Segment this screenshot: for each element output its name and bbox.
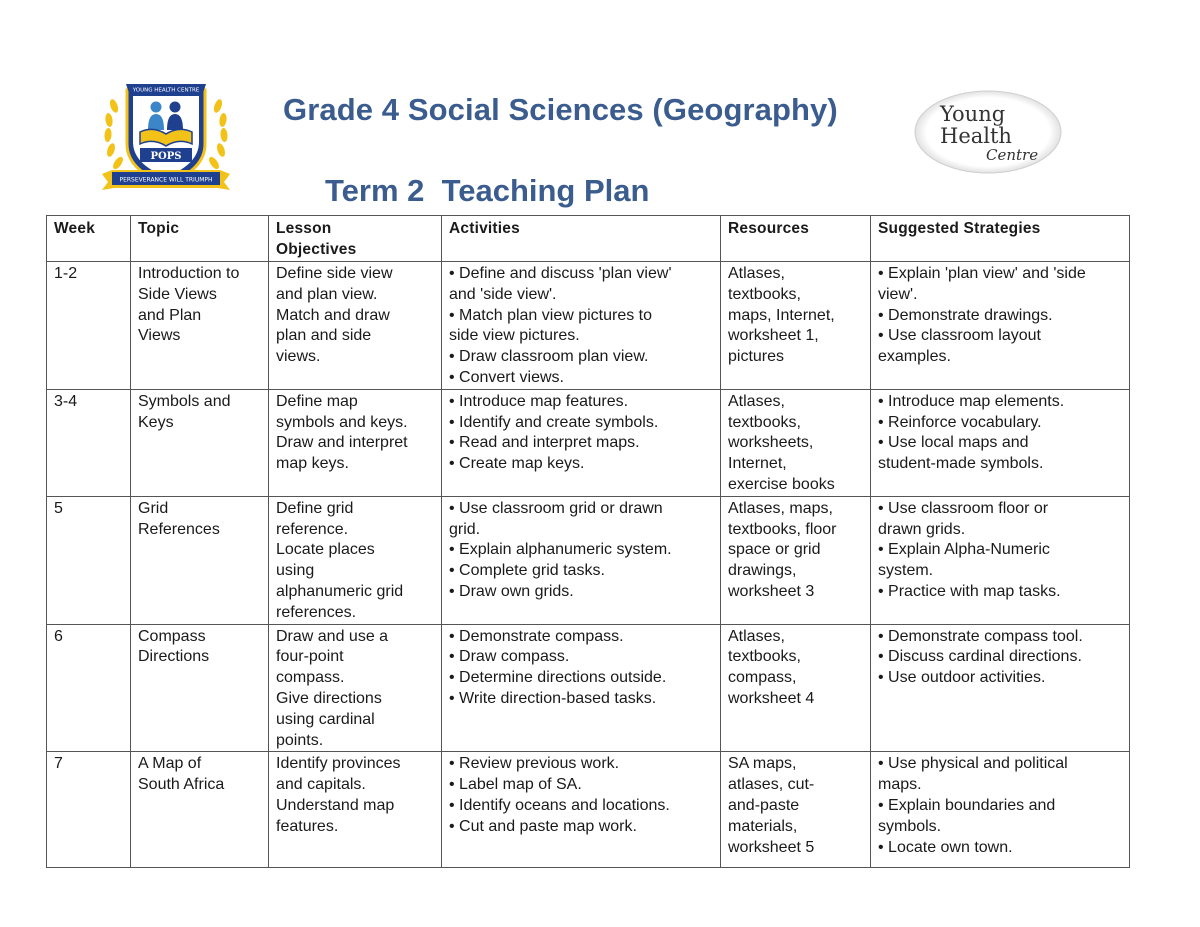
cell-line: atlases, cut- — [728, 776, 815, 794]
cell-line: • Discuss cardinal directions. — [878, 648, 1082, 666]
cell-line: Introduction to — [138, 265, 240, 282]
cell-line: Atlases, — [728, 265, 785, 282]
teaching-plan-table — [46, 215, 1130, 868]
cell-suggested-strategies — [871, 496, 1130, 624]
svg-text:PERSEVERANCE WILL TRIUMPH: PERSEVERANCE WILL TRIUMPH — [119, 176, 213, 184]
cell-line: examples. — [878, 348, 951, 366]
cell-line: • Read and interpret maps. — [449, 434, 640, 452]
cell-line: references. — [276, 603, 357, 621]
cell-line: South Africa — [138, 776, 225, 794]
cell-line: using — [276, 562, 315, 580]
cell-line: Define side view — [276, 265, 393, 282]
cell-line: Define map — [276, 392, 358, 410]
cell-lesson-objectives — [269, 496, 442, 624]
cell-line: • Reinforce vocabulary. — [878, 413, 1042, 431]
cell-resources — [721, 624, 871, 752]
cell-line: Symbols and — [138, 392, 231, 410]
cell-line: plan and side — [276, 327, 372, 345]
cell-line: Directions — [138, 648, 210, 666]
cell-topic — [131, 752, 269, 868]
cell-line: pictures — [728, 348, 785, 366]
svg-text:POPS: POPS — [150, 151, 182, 162]
cell-topic — [131, 496, 269, 624]
cell-line: Match and draw — [276, 306, 390, 324]
cell-line: • Write direction-based tasks. — [449, 689, 657, 707]
cell-week: 7 — [47, 752, 131, 868]
cell-line: Internet, — [728, 455, 787, 473]
cell-line: Views — [138, 327, 181, 345]
table-body — [47, 262, 1130, 868]
cell-line: Draw and use a — [276, 627, 389, 645]
cell-line: compass. — [276, 669, 345, 687]
cell-line: • Explain Alpha-Numeric — [878, 541, 1050, 559]
cell-line: • Explain alphanumeric system. — [449, 541, 672, 559]
table-row — [47, 262, 1130, 390]
cell-line: and plan view. — [276, 285, 378, 303]
cell-line: • Practice with map tasks. — [878, 582, 1061, 600]
cell-line: and-paste — [728, 796, 800, 814]
cell-line: Give directions — [276, 689, 382, 707]
page-header — [0, 0, 1200, 215]
cell-line: • Use local maps and — [878, 434, 1029, 452]
cell-topic — [131, 262, 269, 390]
table-row — [47, 752, 1130, 868]
cell-line: materials, — [728, 817, 798, 835]
header-week: Week — [47, 216, 131, 262]
cell-resources — [721, 262, 871, 390]
cell-line: • Use classroom layout — [878, 327, 1041, 345]
header-suggested-strategies: Suggested Strategies — [871, 216, 1130, 262]
cell-line: Draw and interpret — [276, 434, 408, 452]
cell-line: References — [138, 520, 220, 538]
cell-line: worksheet 1, — [728, 327, 819, 345]
cell-suggested-strategies — [871, 624, 1130, 752]
cell-line: • Identify oceans and locations. — [449, 796, 670, 814]
cell-line: worksheets, — [728, 434, 814, 452]
cell-line: • Draw own grids. — [449, 582, 574, 600]
cell-line: Atlases, — [728, 627, 785, 645]
cell-line: reference. — [276, 520, 349, 538]
cell-resources — [721, 752, 871, 868]
cell-line: A Map of — [138, 755, 202, 773]
cell-line: symbols and keys. — [276, 413, 408, 431]
table-row — [47, 624, 1130, 752]
cell-line: view'. — [878, 285, 918, 303]
cell-suggested-strategies — [871, 262, 1130, 390]
cell-line: • Use classroom grid or drawn — [449, 499, 663, 517]
cell-line: views. — [276, 348, 321, 366]
cell-line: Define grid — [276, 499, 354, 517]
cell-line: • Determine directions outside. — [449, 669, 667, 687]
cell-line: • Define and discuss 'plan view' — [449, 265, 672, 282]
cell-line: • Cut and paste map work. — [449, 817, 637, 835]
cell-lesson-objectives — [269, 262, 442, 390]
cell-line: • Identify and create symbols. — [449, 413, 659, 431]
cell-line: • Match plan view pictures to — [449, 306, 653, 324]
cell-line: space or grid — [728, 541, 821, 559]
cell-line: • Demonstrate compass. — [449, 627, 624, 645]
cell-line: drawn grids. — [878, 520, 966, 538]
cell-line: SA maps, — [728, 755, 797, 773]
cell-suggested-strategies — [871, 752, 1130, 868]
cell-line: • Use physical and political — [878, 755, 1068, 773]
table-row — [47, 389, 1130, 496]
cell-week: 5 — [47, 496, 131, 624]
cell-line: worksheet 4 — [728, 689, 815, 707]
cell-week: 1-2 — [47, 262, 131, 390]
page-title: Grade 4 Social Sciences (Geography) — [283, 92, 838, 127]
cell-topic — [131, 389, 269, 496]
cell-lesson-objectives — [269, 752, 442, 868]
cell-line: Identify provinces — [276, 755, 401, 773]
cell-line: • Label map of SA. — [449, 776, 582, 794]
cell-line: • Draw compass. — [449, 648, 570, 666]
svg-text:Health: Health — [940, 124, 1012, 148]
cell-activities — [442, 389, 721, 496]
cell-line: textbooks, floor — [728, 520, 837, 538]
cell-week: 6 — [47, 624, 131, 752]
cell-line: textbooks, — [728, 285, 801, 303]
cell-line: points. — [276, 731, 324, 749]
cell-line: four-point — [276, 648, 344, 666]
cell-line: worksheet 3 — [728, 582, 815, 600]
cell-line: Understand map — [276, 796, 395, 814]
cell-line: • Explain 'plan view' and 'side — [878, 265, 1086, 282]
cell-line: • Convert views. — [449, 368, 564, 386]
cell-line: Grid — [138, 499, 169, 517]
cell-line: • Demonstrate compass tool. — [878, 627, 1083, 645]
cell-line: worksheet 5 — [728, 838, 815, 856]
cell-line: • Use classroom floor or — [878, 499, 1049, 517]
cell-line: • Introduce map elements. — [878, 392, 1065, 410]
header-activities: Activities — [442, 216, 721, 262]
cell-line: symbols. — [878, 817, 942, 835]
page-subtitle: Term 2 Teaching Plan — [325, 173, 650, 208]
cell-line: • Locate own town. — [878, 838, 1013, 856]
table-header-row — [47, 216, 1130, 262]
cell-line: • Complete grid tasks. — [449, 562, 605, 580]
cell-line: • Use outdoor activities. — [878, 669, 1046, 687]
cell-line: • Review previous work. — [449, 755, 620, 773]
cell-line: • Demonstrate drawings. — [878, 306, 1053, 324]
cell-line: features. — [276, 817, 339, 835]
pops-shield-logo — [100, 78, 232, 198]
cell-line: grid. — [449, 520, 481, 538]
cell-line: and 'side view'. — [449, 285, 557, 303]
svg-text:Young: Young — [940, 102, 1006, 126]
cell-resources — [721, 496, 871, 624]
cell-resources — [721, 389, 871, 496]
cell-line: • Explain boundaries and — [878, 796, 1056, 814]
cell-line: Atlases, — [728, 392, 785, 410]
cell-line: maps, Internet, — [728, 306, 835, 324]
header-lesson-objectives: Lesson Objectives — [269, 216, 442, 262]
cell-week: 3-4 — [47, 389, 131, 496]
cell-line: textbooks, — [728, 648, 801, 666]
young-health-centre-logo — [912, 88, 1064, 176]
cell-line: compass, — [728, 669, 797, 687]
header-resources: Resources — [721, 216, 871, 262]
cell-line: and Plan — [138, 306, 202, 324]
cell-line: Side Views — [138, 285, 217, 303]
cell-line: Compass — [138, 627, 206, 645]
cell-line: drawings, — [728, 562, 797, 580]
cell-line: maps. — [878, 776, 922, 794]
cell-line: system. — [878, 562, 934, 580]
cell-lesson-objectives — [269, 389, 442, 496]
cell-line: using cardinal — [276, 710, 375, 728]
svg-text:YOUNG HEALTH CENTRE: YOUNG HEALTH CENTRE — [132, 87, 200, 94]
cell-line: textbooks, — [728, 413, 801, 431]
cell-activities — [442, 496, 721, 624]
cell-activities — [442, 752, 721, 868]
cell-line: map keys. — [276, 455, 349, 473]
cell-line: side view pictures. — [449, 327, 580, 345]
cell-line: and capitals. — [276, 776, 366, 794]
cell-lesson-objectives — [269, 624, 442, 752]
cell-line: Locate places — [276, 541, 375, 559]
cell-line: • Draw classroom plan view. — [449, 348, 649, 366]
cell-topic — [131, 624, 269, 752]
cell-line: exercise books — [728, 475, 835, 493]
cell-line: alphanumeric grid — [276, 582, 404, 600]
cell-line: Atlases, maps, — [728, 499, 833, 517]
cell-line: Keys — [138, 413, 174, 431]
header-topic: Topic — [131, 216, 269, 262]
cell-line: student-made symbols. — [878, 455, 1044, 473]
cell-line: • Create map keys. — [449, 455, 585, 473]
table-row — [47, 496, 1130, 624]
svg-text:Centre: Centre — [986, 146, 1039, 164]
cell-activities — [442, 624, 721, 752]
cell-suggested-strategies — [871, 389, 1130, 496]
cell-line: • Introduce map features. — [449, 392, 629, 410]
cell-activities — [442, 262, 721, 390]
